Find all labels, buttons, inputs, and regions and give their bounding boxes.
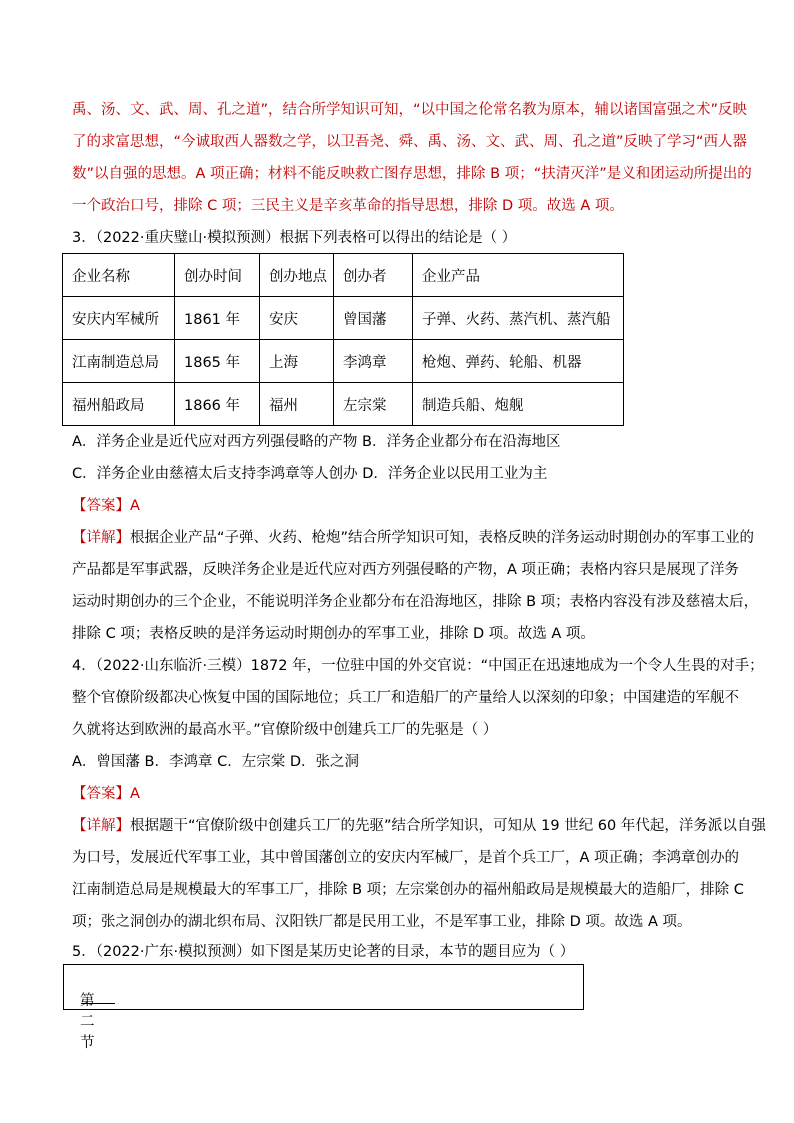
- q4-stem-line-1: 4．（2022·山东临沂·三模）1872 年，一位驻中国的外交官说：“中国正在迅速地成为一个令人生畏的对手；: [72, 658, 764, 674]
- q5-stem: 5．（2022·广东·模拟预测）如下图是某历史论著的目录，本节的题目应为（ ）: [72, 944, 575, 960]
- table-cell: 福州: [260, 383, 334, 426]
- answer-blank: [81, 989, 115, 1004]
- table-row: [63, 340, 624, 383]
- analysis-text: 根据企业产品“子弹、火药、枪炮”结合所学知识可知，表格反映的洋务运动时期创办的军事工业的: [130, 530, 755, 546]
- answer-label: 【答案】: [72, 786, 130, 802]
- q4-options: A．曾国藩 B．李鸿章 C．左宗棠 D．张之洞: [72, 754, 359, 770]
- table-cell: 子弹、火药、蒸汽机、蒸汽船: [413, 297, 624, 340]
- table-cell: 上海: [260, 340, 334, 383]
- q4-answer: [72, 784, 140, 804]
- table-cell: 福州船政局: [63, 383, 175, 426]
- answer-label: 【答案】: [72, 498, 130, 514]
- table-header-cell: 创办时间: [175, 254, 260, 297]
- q3-option-line-1: A．洋务企业是近代应对西方列强侵略的产物 B．洋务企业都分布在沿海地区: [72, 434, 561, 450]
- table-cell: 安庆内军械所: [63, 297, 175, 340]
- table-cell: 枪炮、弹药、轮船、机器: [413, 340, 624, 383]
- enterprise-table: [62, 253, 624, 426]
- table-header-cell: 企业产品: [413, 254, 624, 297]
- table-header-cell: 创办者: [334, 254, 413, 297]
- q4-stem-line-2: 整个官僚阶级都决心恢复中国的国际地位；兵工厂和造船厂的产量给人以深刻的印象；中国建造的军舰不: [72, 690, 739, 706]
- answer-value: A: [130, 786, 140, 802]
- table-of-contents-box: [63, 964, 584, 1051]
- table-cell: 安庆: [260, 297, 334, 340]
- q4-analysis-line-3: 江南制造总局是规模最大的军事工厂，排除 B 项；左宗棠创办的福州船政局是规模最大的造船厂，排除 C: [72, 882, 744, 898]
- q4-analysis-line-4: 项；张之洞创办的湖北织布局、汉阳铁厂都是民用工业，不是军事工业，排除 D 项。故选 A 项。: [72, 914, 692, 930]
- section-heading-text: 第二节: [80, 993, 95, 1051]
- prev-analysis-line-2: 了的求富思想，“今诚取西人器数之学，以卫吾尧、舜、禹、汤、文、武、周、孔之道”反映了学习“西人器: [72, 134, 748, 150]
- q3-analysis-line-2: 产品都是军事武器，反映洋务企业是近代应对西方列强侵略的产物，A 项正确；表格内容只是展现了洋务: [72, 562, 740, 578]
- q3-analysis-line-3: 运动时期创办的三个企业，不能说明洋务企业都分布在沿海地区，排除 B 项；表格内容没有涉及慈禧太后，: [72, 594, 759, 610]
- prev-analysis-line-3: 数”以自强的思想。A 项正确；材料不能反映救亡图存思想，排除 B 项；“扶清灭洋”是义和团运动所提出的: [72, 166, 752, 182]
- table-row: [63, 297, 624, 340]
- analysis-label: 【详解】: [72, 530, 130, 546]
- q3-option-line-2: C．洋务企业由慈禧太后支持李鸿章等人创办 D．洋务企业以民用工业为主: [72, 466, 548, 482]
- prev-analysis-line-1: 禹、汤、文、武、周、孔之道”，结合所学知识可知，“以中国之伦常名教为原本，辅以诸国富强之术”反映: [72, 102, 748, 118]
- answer-value: A: [130, 498, 140, 514]
- table-cell: 李鸿章: [334, 340, 413, 383]
- table-cell: 曾国藩: [334, 297, 413, 340]
- table-header-row: [63, 254, 624, 297]
- q3-answer: [72, 496, 140, 516]
- analysis-label: 【详解】: [72, 818, 130, 834]
- table-cell: 制造兵船、炮舰: [413, 383, 624, 426]
- table-cell: 1866 年: [175, 383, 260, 426]
- table-header-cell: 企业名称: [63, 254, 175, 297]
- table-cell: 1861 年: [175, 297, 260, 340]
- table-cell: 江南制造总局: [63, 340, 175, 383]
- analysis-text: 根据题干“官僚阶级中创建兵工厂的先驱”结合所学知识，可知从 19 世纪 60 年代起，洋务派以自强: [130, 818, 766, 834]
- q4-analysis-line-2: 为口号，发展近代军事工业，其中曾国藩创立的安庆内军械厂，是首个兵工厂，A 项正确；李鸿章创办的: [72, 850, 740, 866]
- table-cell: 1865 年: [175, 340, 260, 383]
- q3-stem: 3．（2022·重庆璧山·模拟预测）根据下列表格可以得出的结论是（ ）: [72, 230, 517, 246]
- q4-stem-line-3: 久就将达到欧洲的最高水平。”官僚阶级中创建兵工厂的先驱是（ ）: [72, 722, 498, 738]
- table-header-cell: 创办地点: [260, 254, 334, 297]
- q3-analysis-line-1: [72, 528, 754, 548]
- q4-analysis-line-1: [72, 816, 766, 836]
- q3-analysis-line-4: 排除 C 项；表格反映的是洋务运动时期创办的军事工业，排除 D 项。故选 A 项。: [72, 626, 595, 642]
- prev-analysis-line-4: 一个政治口号，排除 C 项；三民主义是辛亥革命的指导思想，排除 D 项。故选 A 项。: [72, 198, 624, 214]
- table-row: [63, 383, 624, 426]
- table-cell: 左宗棠: [334, 383, 413, 426]
